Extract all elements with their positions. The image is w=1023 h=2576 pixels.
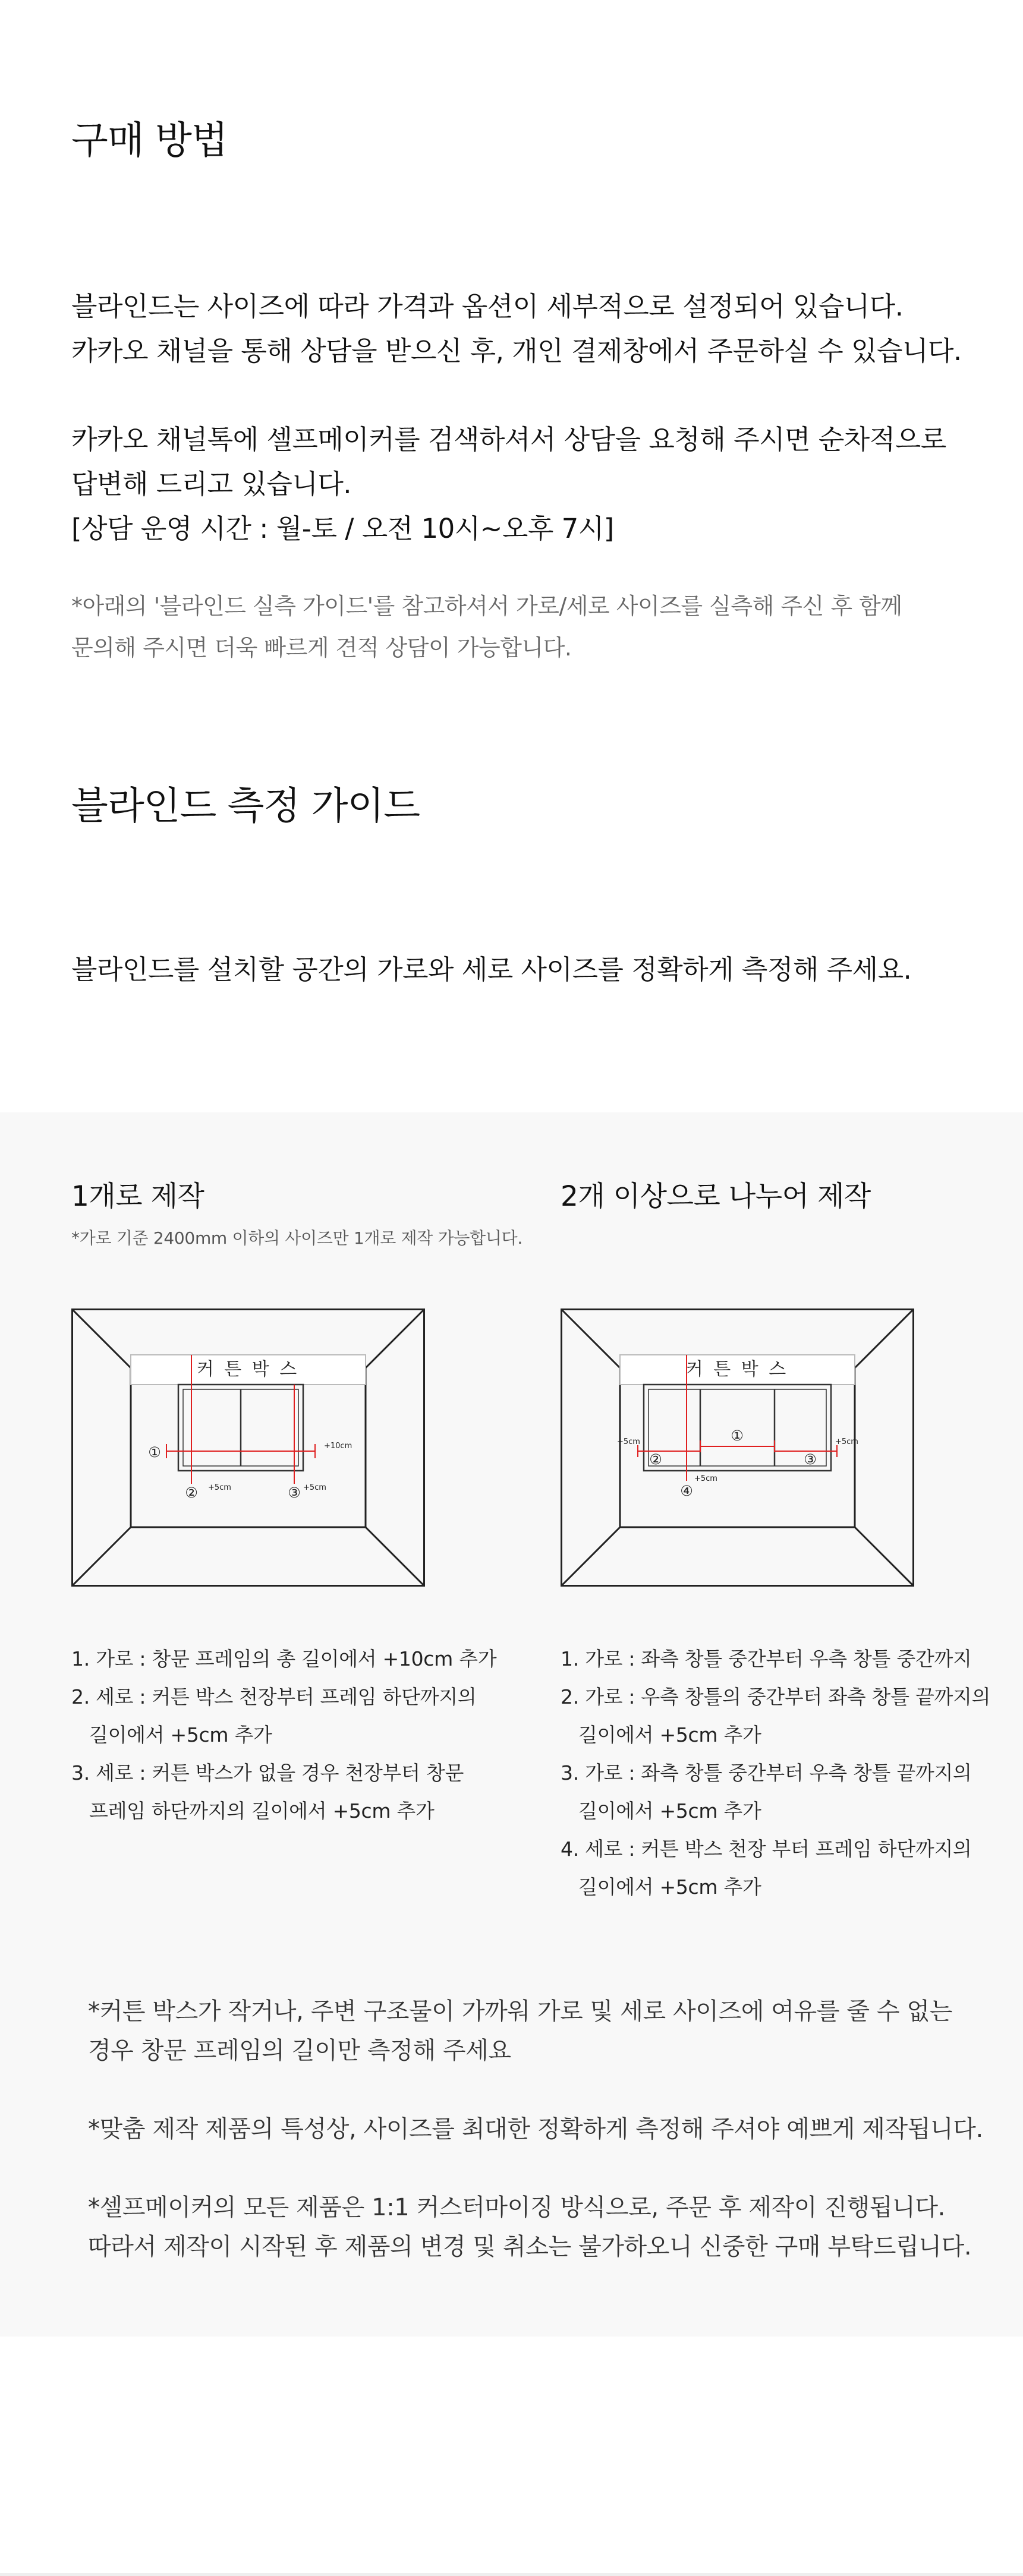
marker-2: ② [649, 1451, 662, 1468]
note-line: *셀프메이커의 모든 제품은 1:1 커스터마이징 방식으로, 주문 후 제작이 진행됩니다. [88, 2194, 945, 2221]
step-line: 프레임 하단까지의 길이에서 +5cm 추가 [89, 1799, 435, 1823]
marker-4: ④ [680, 1483, 693, 1499]
marker-3: ③ [288, 1484, 301, 1501]
consult-hours: [상담 운영 시간 : 월-토 / 오전 10시~오후 7시] [71, 513, 614, 544]
multi-steps [561, 1640, 990, 1906]
dim-label: +5cm [694, 1474, 717, 1483]
step-line: 4. 세로 : 커튼 박스 천장 부터 프레임 하단까지의 [561, 1837, 972, 1861]
text-line: *아래의 '블라인드 실측 가이드'를 참고하셔서 가로/세로 사이즈를 실측해 주신 후 함께 [71, 593, 902, 619]
footer-notes [88, 1992, 983, 2266]
purchase-title: 구매 방법 [71, 119, 228, 163]
dim-label: +5cm [208, 1483, 231, 1492]
marker-1: ① [148, 1444, 161, 1461]
note-line: 경우 창문 프레임의 길이만 측정해 주세요 [88, 2037, 511, 2064]
text-line: 답변해 드리고 있습니다. [71, 468, 352, 500]
step-line: 길이에서 +5cm 추가 [578, 1723, 761, 1746]
purchase-paragraph-1 [71, 284, 962, 373]
multi-window-diagram [561, 1309, 914, 1587]
step-line: 1. 가로 : 창문 프레임의 총 길이에서 +10cm 추가 [71, 1647, 497, 1670]
step-line: 2. 가로 : 우측 창틀의 중간부터 좌측 창틀 끝까지의 [561, 1685, 991, 1708]
dim-label: +5cm [617, 1437, 640, 1446]
single-subtitle: *가로 기준 2400mm 이하의 사이즈만 1개로 제작 가능합니다. [71, 1228, 522, 1248]
single-title: 1개로 제작 [71, 1180, 204, 1213]
curtain-box-label: 커 튼 박 스 [685, 1359, 789, 1380]
text-line: 카카오 채널톡에 셀프메이커를 검색하셔서 상담을 요청해 주시면 순차적으로 [71, 424, 946, 455]
single-window-diagram [71, 1309, 425, 1587]
step-line: 1. 가로 : 좌측 창틀 중간부터 우측 창틀 중간까지 [561, 1647, 972, 1670]
note-line: *맞춤 제작 제품의 특성상, 사이즈를 최대한 정확하게 측정해 주셔야 예쁘게 제작됩니다. [88, 2115, 983, 2143]
multi-title: 2개 이상으로 나누어 제작 [561, 1180, 871, 1213]
page-bottom-divider [0, 2573, 1023, 2576]
dim-label: +5cm [835, 1437, 858, 1446]
text-line: 블라인드는 사이즈에 따라 가격과 옵션이 세부적으로 설정되어 있습니다. [71, 291, 904, 322]
step-line: 길이에서 +5cm 추가 [89, 1723, 272, 1746]
marker-1: ① [731, 1427, 744, 1444]
marker-2: ② [185, 1484, 198, 1501]
marker-3: ③ [804, 1451, 817, 1468]
purchase-note [71, 585, 902, 669]
single-steps [71, 1640, 496, 1830]
note-line: *커튼 박스가 작거나, 주변 구조물이 가까워 가로 및 세로 사이즈에 여유를 줄 수 없는 [88, 1998, 952, 2025]
note-line: 따라서 제작이 시작된 후 제품의 변경 및 취소는 불가하오니 신중한 구매 부탁드립니다. [88, 2233, 972, 2260]
step-line: 길이에서 +5cm 추가 [578, 1875, 761, 1899]
curtain-box-label: 커 튼 박 스 [196, 1359, 300, 1380]
text-line: 카카오 채널을 통해 상담을 받으신 후, 개인 결제창에서 주문하실 수 있습니다. [71, 335, 962, 367]
dim-label: +5cm [303, 1483, 326, 1492]
step-line: 3. 가로 : 좌측 창틀 중간부터 우측 창틀 끝까지의 [561, 1761, 972, 1784]
dim-label: +10cm [324, 1442, 352, 1451]
purchase-paragraph-2 [71, 417, 946, 551]
guide-title: 블라인드 측정 가이드 [71, 784, 420, 828]
step-line: 3. 세로 : 커튼 박스가 없을 경우 천장부터 창문 [71, 1761, 464, 1784]
text-line: 문의해 주시면 더욱 빠르게 견적 상담이 가능합니다. [71, 635, 572, 661]
guide-intro: 블라인드를 설치할 공간의 가로와 세로 사이즈를 정확하게 측정해 주세요. [71, 954, 912, 985]
step-line: 길이에서 +5cm 추가 [578, 1799, 761, 1823]
step-line: 2. 세로 : 커튼 박스 천장부터 프레임 하단까지의 [71, 1685, 477, 1708]
